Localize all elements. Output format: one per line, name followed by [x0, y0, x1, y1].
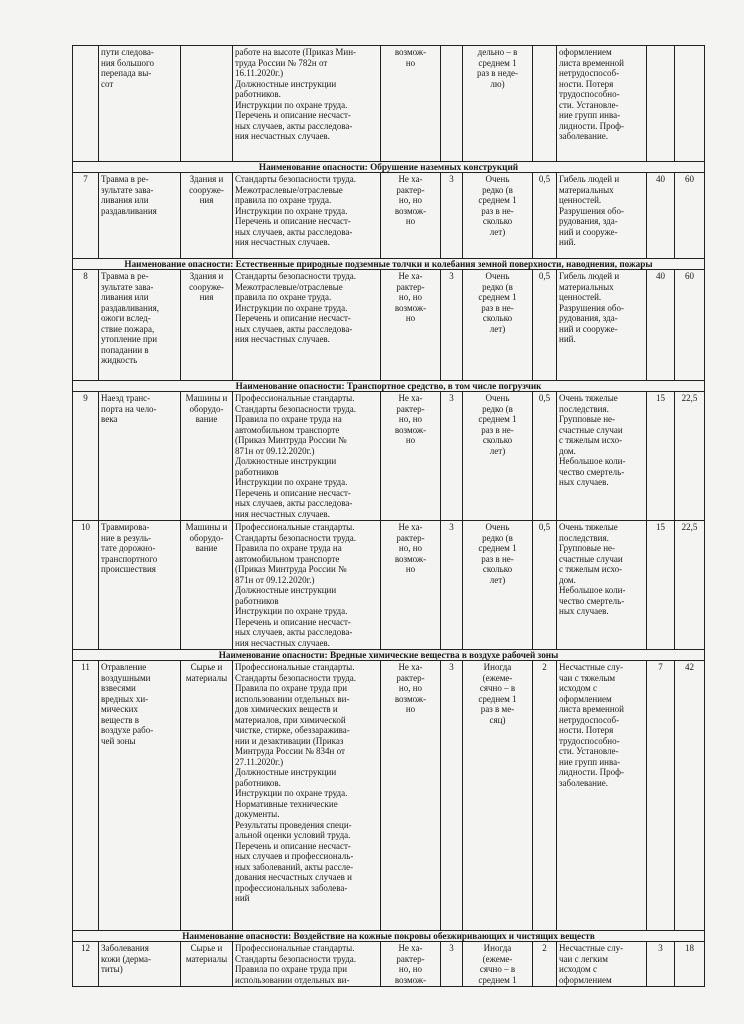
risk-level-cell: 60: [675, 173, 705, 259]
risk-level-cell: 60: [675, 270, 705, 381]
probability-cell: Очень редко (в среднем 1 раз в не- сколько лет): [463, 521, 533, 650]
row-number-cell: 7: [73, 173, 99, 259]
risk-level-cell: 18: [675, 942, 705, 987]
hazard-event-cell: Травмирова- ние в резуль- тате дорожно- транспортного происшествия: [99, 521, 181, 650]
table-row: [73, 392, 705, 521]
hazard-section-header-row: [73, 381, 705, 392]
row-number-cell: 10: [73, 521, 99, 650]
hazard-section-title: Наименование опасности: Транспортное средство, в том числе погрузчик: [73, 381, 705, 392]
probability-coefficient-cell: 0,5: [533, 173, 557, 259]
probability-cell: Очень редко (в среднем 1 раз в не- сколько лет): [463, 173, 533, 259]
hazard-source-cell: Сырье и материалы: [181, 661, 233, 931]
hazard-event-cell: Травма в ре- зультате зава- ливания или раздавливания: [99, 173, 181, 259]
table-row: [73, 521, 705, 650]
consequence-cell: Очень тяжелые последствия. Групповые не- счастные случаи с тяжелым исхо- дом. Небольшое коли- чество смертель- ных случаев.: [557, 392, 647, 521]
severity-coefficient-cell: 40: [647, 173, 675, 259]
probability-coefficient-cell: [533, 46, 557, 162]
severity-class-cell: 3: [441, 661, 463, 931]
hazard-section-header-row: [73, 650, 705, 661]
exposure-frequency-cell: Не ха- рактер- но, но возмож- но: [381, 392, 441, 521]
risk-level-cell: 22,5: [675, 392, 705, 521]
existing-measures-cell: Профессиональные стандарты. Стандарты безопасности труда. Правила по охране труда на автомобильном транспорте (Приказ Минтруда России № 871н от 09.12.2020г.) Должностные инструкции работников Инструкции по охране труда. Перечень и описание несчаст- ных случаев, акты расследова- ния несчастных случаев.: [233, 392, 381, 521]
severity-class-cell: [441, 46, 463, 162]
hazard-section-title: Наименование опасности: Воздействие на кожные покровы обезжиривающих и чистящих веществ: [73, 931, 705, 942]
exposure-frequency-cell: возмож- но: [381, 46, 441, 162]
probability-coefficient-cell: 0,5: [533, 521, 557, 650]
hazard-event-cell: Отравление воздушными взвесями вредных хи- мических веществ в воздухе рабо- чей зоны: [99, 661, 181, 931]
table-row: [73, 942, 705, 987]
risk-assessment-table: [72, 45, 705, 987]
existing-measures-cell: Стандарты безопасности труда. Межотраслевые/отраслевые правила по охране труда. Инструкции по охране труда. Перечень и описание несчаст- ных случаев, акты расследова- ния несчастных случаев.: [233, 270, 381, 381]
severity-class-cell: 3: [441, 392, 463, 521]
hazard-section-title: Наименование опасности: Естественные природные подземные толчки и колебания земной поверхности, наводнения, пожары: [73, 259, 705, 270]
existing-measures-cell: работе на высоте (Приказ Мин- труда России № 782н от 16.11.2020г.) Должностные инструкции работников. Инструкции по охране труда. Перечень и описание несчаст- ных случаев, акты расследова- ния несчастных случаев.: [233, 46, 381, 162]
probability-cell: дельно – в среднем 1 раз в неде- лю): [463, 46, 533, 162]
hazard-source-cell: Машины и оборудо- вание: [181, 392, 233, 521]
table-row: [73, 661, 705, 931]
existing-measures-cell: Стандарты безопасности труда. Межотраслевые/отраслевые правила по охране труда. Инструкции по охране труда. Перечень и описание несчаст- ных случаев, акты расследова- ния несчастных случаев.: [233, 173, 381, 259]
severity-coefficient-cell: 3: [647, 942, 675, 987]
probability-coefficient-cell: 0,5: [533, 270, 557, 381]
risk-level-cell: 42: [675, 661, 705, 931]
probability-cell: Очень редко (в среднем 1 раз в не- сколько лет): [463, 270, 533, 381]
hazard-source-cell: [181, 46, 233, 162]
severity-coefficient-cell: 15: [647, 392, 675, 521]
hazard-event-cell: Травма в ре- зультате зава- ливания или раздавливания, ожоги вслед- ствие пожара, утопление при попадании в жидкость: [99, 270, 181, 381]
hazard-event-cell: Заболевания кожи (дерма- титы): [99, 942, 181, 987]
hazard-source-cell: Машины и оборудо- вание: [181, 521, 233, 650]
row-number-cell: 8: [73, 270, 99, 381]
hazard-section-title: Наименование опасности: Вредные химические вещества в воздухе рабочей зоны: [73, 650, 705, 661]
hazard-section-title: Наименование опасности: Обрушение наземных конструкций: [73, 162, 705, 173]
risk-level-cell: 22,5: [675, 521, 705, 650]
severity-coefficient-cell: [647, 46, 675, 162]
risk-level-cell: [675, 46, 705, 162]
row-number-cell: [73, 46, 99, 162]
row-number-cell: 11: [73, 661, 99, 931]
severity-class-cell: 3: [441, 173, 463, 259]
hazard-source-cell: Здания и сооруже- ния: [181, 270, 233, 381]
probability-cell: Иногда (ежеме- сячно – в среднем 1 раз в ме- сяц): [463, 661, 533, 931]
probability-cell: Иногда (ежеме- сячно – в среднем 1: [463, 942, 533, 987]
existing-measures-cell: Профессиональные стандарты. Стандарты безопасности труда. Правила по охране труда на автомобильном транспорте (Приказ Минтруда России № 871н от 09.12.2020г.) Должностные инструкции работников Инструкции по охране труда. Перечень и описание несчаст- ных случаев, акты расследова- ния несчастных случаев.: [233, 521, 381, 650]
table-row: [73, 46, 705, 162]
probability-cell: Очень редко (в среднем 1 раз в не- сколько лет): [463, 392, 533, 521]
hazard-section-header-row: [73, 259, 705, 270]
severity-class-cell: 3: [441, 521, 463, 650]
exposure-frequency-cell: Не ха- рактер- но, но возмож-: [381, 942, 441, 987]
existing-measures-cell: Профессиональные стандарты. Стандарты безопасности труда. Правила по охране труда при использовании отдельных ви- дов химических веществ и материалов, при химической чистке, стирке, обеззаражива- нии и дезактивации (Приказ Минтруда России № 834н от 27.11.2020г.) Должностные инструкции работников. Инструкции по охране труда. Нормативные технические документы. Результаты проведения специ- альной оценки условий труда. Перечень и описание несчаст- ных случаев и профессиональ- ных заболеваний, акты рассле- дования несчастных случаев и профессиональных заболева- ний: [233, 661, 381, 931]
risk-assessment-table-sheet: [72, 45, 704, 987]
hazard-section-header-row: [73, 931, 705, 942]
consequence-cell: Очень тяжелые последствия. Групповые не- счастные случаи с тяжелым исхо- дом. Небольшое коли- чество смертель- ных случаев.: [557, 521, 647, 650]
hazard-source-cell: Сырье и материалы: [181, 942, 233, 987]
probability-coefficient-cell: 0,5: [533, 392, 557, 521]
probability-coefficient-cell: 2: [533, 661, 557, 931]
probability-coefficient-cell: 2: [533, 942, 557, 987]
existing-measures-cell: Профессиональные стандарты. Стандарты безопасности труда. Правила по охране труда при использовании отдельных ви-: [233, 942, 381, 987]
row-number-cell: 12: [73, 942, 99, 987]
severity-class-cell: 3: [441, 270, 463, 381]
consequence-cell: Несчастные слу- чаи с легким исходом с оформлением: [557, 942, 647, 987]
row-number-cell: 9: [73, 392, 99, 521]
severity-coefficient-cell: 40: [647, 270, 675, 381]
consequence-cell: Гибель людей и материальных ценностей. Разрушения обо- рудования, зда- ний и сооруже- ний.: [557, 173, 647, 259]
consequence-cell: оформлением листа временной нетрудоспособ- ности. Потеря трудоспособно- сти. Установле- ние групп инва- лидности. Проф- заболевание.: [557, 46, 647, 162]
severity-class-cell: 3: [441, 942, 463, 987]
hazard-event-cell: пути следова- ния большого перепада вы- сот: [99, 46, 181, 162]
table-row: [73, 173, 705, 259]
consequence-cell: Гибель людей и материальных ценностей. Разрушения обо- рудования, зда- ний и сооруже- ний.: [557, 270, 647, 381]
exposure-frequency-cell: Не ха- рактер- но, но возмож- но: [381, 661, 441, 931]
severity-coefficient-cell: 7: [647, 661, 675, 931]
consequence-cell: Несчастные слу- чаи с тяжелым исходом с оформлением листа временной нетрудоспособ- ности. Потеря трудоспособно- сти. Установле- ние групп инва- лидности. Проф- заболевание.: [557, 661, 647, 931]
exposure-frequency-cell: Не ха- рактер- но, но возмож- но: [381, 270, 441, 381]
hazard-source-cell: Здания и сооруже- ния: [181, 173, 233, 259]
exposure-frequency-cell: Не ха- рактер- но, но возмож- но: [381, 521, 441, 650]
severity-coefficient-cell: 15: [647, 521, 675, 650]
exposure-frequency-cell: Не ха- рактер- но, но возмож- но: [381, 173, 441, 259]
hazard-section-header-row: [73, 162, 705, 173]
hazard-event-cell: Наезд транс- порта на чело- века: [99, 392, 181, 521]
table-row: [73, 270, 705, 381]
